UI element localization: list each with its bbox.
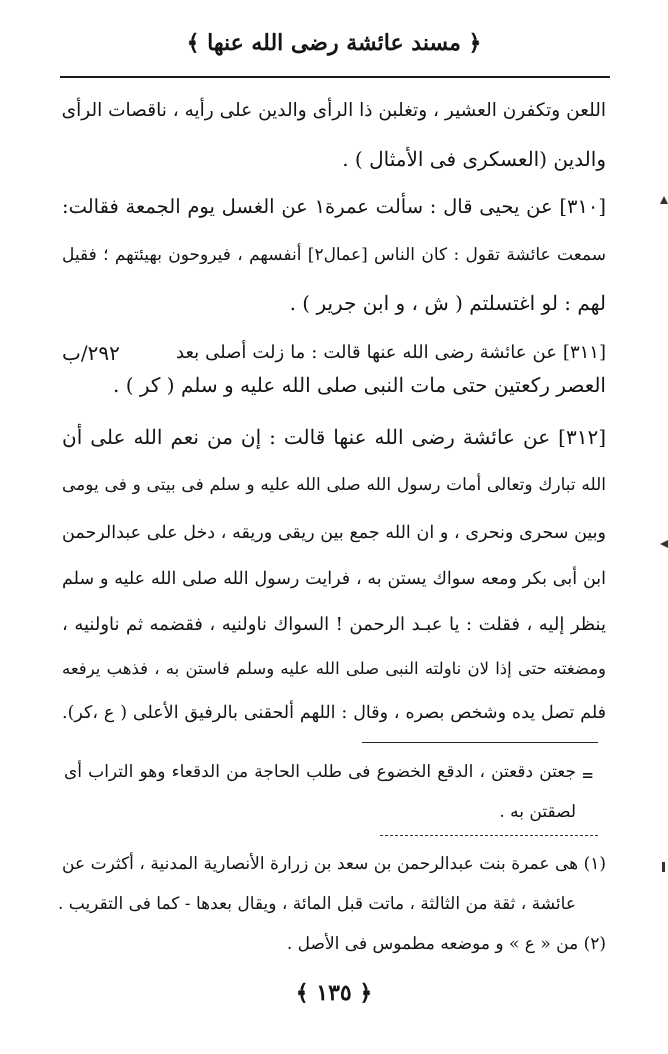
gloss-mark: = — [581, 766, 594, 784]
body-line-12: ينظر إليه ، فقلت : يا عبـد الرحمن ! السواك ناولنيه ، فقضمه ثم ناولنيه ، — [62, 614, 606, 635]
edge-mark-top — [660, 196, 668, 204]
gloss-rule — [362, 742, 598, 743]
footnote-2: (٢) من « ع » و موضعه مطموس فى الأصل . — [286, 934, 606, 954]
body-line-10: وبين سحرى ونحرى ، و ان الله جمع بين ريقى وريقه ، دخل على عبدالرحمن — [62, 523, 606, 543]
edge-mark-middle — [660, 540, 668, 548]
footnote-1-line-2: عائشة ، ثقة من الثالثة ، ماتت قبل المائة ، ويقال بعدها - كما فى التقريب . — [57, 894, 576, 914]
body-line-9: الله تبارك وتعالى أمات رسول الله صلى الله عليه و سلم فى بيتى و فى يومى — [62, 475, 606, 495]
body-line-5: لهم : لو اغتسلتم ( ش ، و ابن جرير ) . — [289, 291, 606, 315]
edge-mark-bottom — [662, 862, 665, 872]
body-line-4: سمعت عائشة تقول : كان الناس [عمال٢] أنفسهم ، فيروحون بهيئتهم ؛ فقيل — [62, 245, 606, 265]
page-number: ﴿ ١٣٥ ﴾ — [295, 980, 373, 1006]
body-line-3: [٣١٠] عن يحيى قال : سألت عمرة١ عن الغسل يوم الجمعة فقالت: — [62, 195, 607, 218]
body-line-2: والدين (العسكرى فى الأمثال ) . — [342, 147, 606, 171]
gloss-line-1: جعتن دقعتن ، الدقع الخضوع فى طلب الحاجة من الدقعاء وهو التراب أى — [64, 762, 576, 782]
footnote-rule — [380, 835, 598, 836]
header-rule — [60, 76, 610, 78]
body-line-11: ابن أبى بكر ومعه سواك يستن به ، فرايت رسول الله صلى الله عليه و سلم — [62, 569, 606, 589]
body-line-6: [٣١١] عن عائشة رضى الله عنها قالت : ما زلت أصلى بعد — [176, 342, 606, 363]
body-line-7: العصر ركعتين حتى مات النبى صلى الله عليه و سلم ( كر ) . — [113, 373, 606, 397]
body-line-1: اللعن وتكفرن العشير ، وتغلبن ذا الرأى والدين على رأيه ، ناقصات الرأى — [61, 100, 606, 121]
body-line-8: [٣١٢] عن عائشة رضى الله عنها قالت : إن من نعم الله على أن — [62, 425, 606, 449]
footnote-1-line-1: (١) هى عمرة بنت عبدالرحمن بن سعد بن زرارة الأنصارية المدنية ، أكثرت عن — [62, 854, 606, 874]
body-line-13: ومضغته حتى إذا لان ناولته النبى صلى الله عليه وسلم فاستن به ، فذهب يرفعه — [62, 659, 606, 678]
body-line-14: فلم تصل يده وشخص بصره ، وقال : اللهم ألحقنى بالرفيق الأعلى ( ع ،كر). — [62, 703, 606, 723]
margin-folio-note: ٢٩٢/ب — [62, 341, 120, 365]
running-head: ﴿ مسند عائشة رضى الله عنها ﴾ — [186, 30, 482, 56]
gloss-line-2: لصقتن به . — [499, 802, 576, 822]
